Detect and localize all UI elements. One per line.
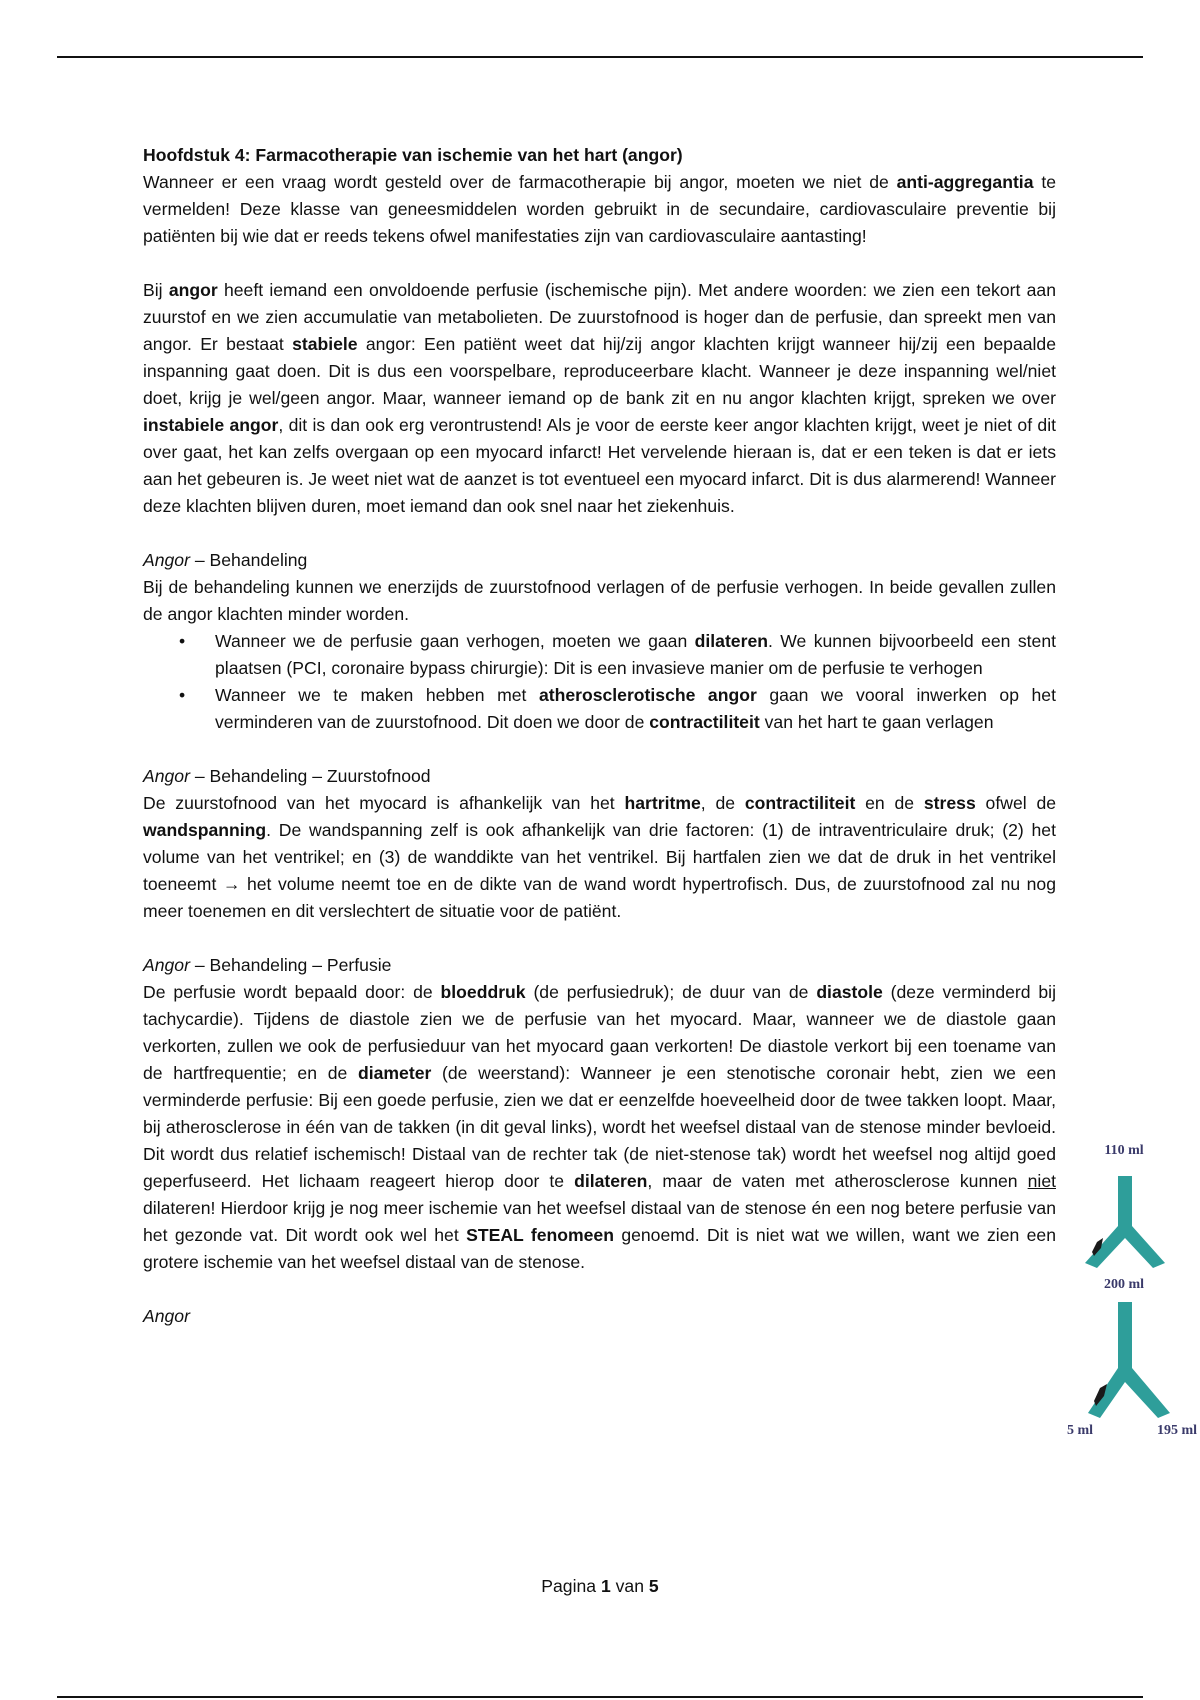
vessel-top-icon: [1085, 1176, 1165, 1268]
page-footer: Pagina 1 van 5: [541, 1576, 659, 1596]
arrow-icon: →: [222, 874, 241, 894]
list-item: • Wanneer we te maken hebben met atherosclerotische angor gaan we vooral inwerken op het verminderen van de zuurstofnood. Dit doen we door de contractiliteit van het hart te gaan verlagen: [215, 682, 1056, 736]
page-total: 5: [648, 1576, 659, 1596]
intro-paragraph: Wanneer er een vraag wordt gesteld over de farmacotherapie bij angor, moeten we niet de anti-aggregantia te vermelden! Deze klasse van geneesmiddelen worden gebruikt in de secundaire, cardiovasculaire preventie bij patiënten bij wie dat er reeds tekens ofwel manifestaties zijn van cardiovasculaire aantasting!: [143, 172, 1056, 246]
label-5ml: 5 ml: [1066, 1423, 1094, 1438]
label-110ml: 110 ml: [1104, 1143, 1144, 1158]
zuurstofnood-paragraph: De zuurstofnood van het myocard is afhankelijk van het hartritme, de contractiliteit en de stress ofwel de wandspanning. De wandspanning zelf is ook afhankelijk van drie factoren: (1) de intraventriculaire druk; (2) het volume van het ventrikel; en (3) de wanddikte van het ventrikel. Bij hartfalen zien we dat de druk in het ventrikel toeneemt → het volume neemt toe en de dikte van de wand wordt hypertrofisch. Dus, de zuurstofnood zal nu nog meer toenemen en dit verslechtert de situatie voor de patiënt.: [143, 793, 1057, 921]
label-200ml: 200 ml: [1103, 1277, 1145, 1292]
page-number: 1: [600, 1576, 611, 1596]
behandeling-paragraph: Bij de behandeling kunnen we enerzijds de zuurstofnood verlagen of de perfusie verhogen. In beide gevallen zullen de angor klachten minder worden.: [143, 577, 1056, 624]
top-rule: [57, 56, 1143, 58]
section-heading-angor: Angor: [143, 1306, 190, 1326]
vessel-diagram: [1066, 1138, 1200, 1438]
section-heading-behandeling: Angor – Behandeling: [143, 550, 308, 570]
chapter-title: Hoofdstuk 4: Farmacotherapie van ischemie van het hart (angor): [143, 145, 683, 165]
section-heading-perfusie: Angor – Behandeling – Perfusie: [143, 955, 392, 975]
steal-phenomenon-figure: [1066, 1138, 1200, 1438]
perfusie-paragraph: De perfusie wordt bepaald door: de bloeddruk (de perfusiedruk); de duur van de diastole (deze verminderd bij tachycardie). Tijdens de diastole zien we de perfusie van het myocard. Maar, wanneer we de diastole gaan verkorten, zullen we ook de perfusieduur van het myocard gaan verkorten! De diastole verkort bij een toename van de hartfrequentie; en de diameter (de weerstand): Wanneer je een stenotische coronair hebt, zien we een verminderde perfusie: Bij een goede perfusie, zien we dat er eenzelfde hoeveelheid door de twee takken loopt. Maar, bij atherosclerose in één van de takken (in dit geval links), wordt het weefsel distaal van de stenose minder bevloeid. Dit wordt dus relatief ischemisch! Distaal van de rechter tak (de niet-stenose tak) wordt het weefsel nog altijd goed geperfuseerd. Het lichaam reageert hierop door te dilateren, maar de vaten met atherosclerose kunnen niet dilateren! Hierdoor krijg je nog meer ischemie van het weefsel distaal van de stenose én een nog betere perfusie van het gezonde vat. Dit wordt ook wel het STEAL fenomeen genoemd. Dit is niet wat we willen, want we zien een grotere ischemie van het weefsel distaal van de stenose.: [143, 982, 1057, 1272]
list-item: • Wanneer we de perfusie gaan verhogen, moeten we gaan dilateren. We kunnen bijvoorbeeld een stent plaatsen (PCI, coronaire bypass chirurgie): Dit is een invasieve manier om de perfusie te verhogen: [215, 628, 1056, 682]
page-body: [143, 142, 1056, 1330]
label-195ml: 195 ml: [1156, 1423, 1198, 1438]
behandeling-list: [143, 628, 1056, 736]
bottom-rule: [57, 1696, 1143, 1698]
angor-paragraph: Bij angor heeft iemand een onvoldoende perfusie (ischemische pijn). Met andere woorden: we zien een tekort aan zuurstof en we zien accumulatie van metabolieten. De zuurstofnood is hoger dan de perfusie, dan spreekt men van angor. Er bestaat stabiele angor: Een patiënt weet dat hij/zij angor klachten krijgt wanneer hij/zij een bepaalde inspanning gaat doen. Dit is dus een voorspelbare, reproduceerbare klacht. Wanneer je deze inspanning wel/niet doet, krijg je wel/geen angor. Maar, wanneer iemand op de bank zit en nu angor klachten krijgt, spreken we over instabiele angor, dit is dan ook erg verontrustend! Als je voor de eerste keer angor klachten krijgt, weet je niet of dit over gaat, het kan zelfs overgaan op een myocard infarct! Het vervelende hieraan is, dat er een teken is dat er iets aan het gebeuren is. Je weet niet wat de aanzet is tot eventueel een myocard infarct. Dit is dus alarmerend! Wanneer deze klachten blijven duren, moet iemand dan ook snel naar het ziekenhuis.: [143, 280, 1056, 516]
section-heading-zuurstofnood: Angor – Behandeling – Zuurstofnood: [143, 766, 431, 786]
